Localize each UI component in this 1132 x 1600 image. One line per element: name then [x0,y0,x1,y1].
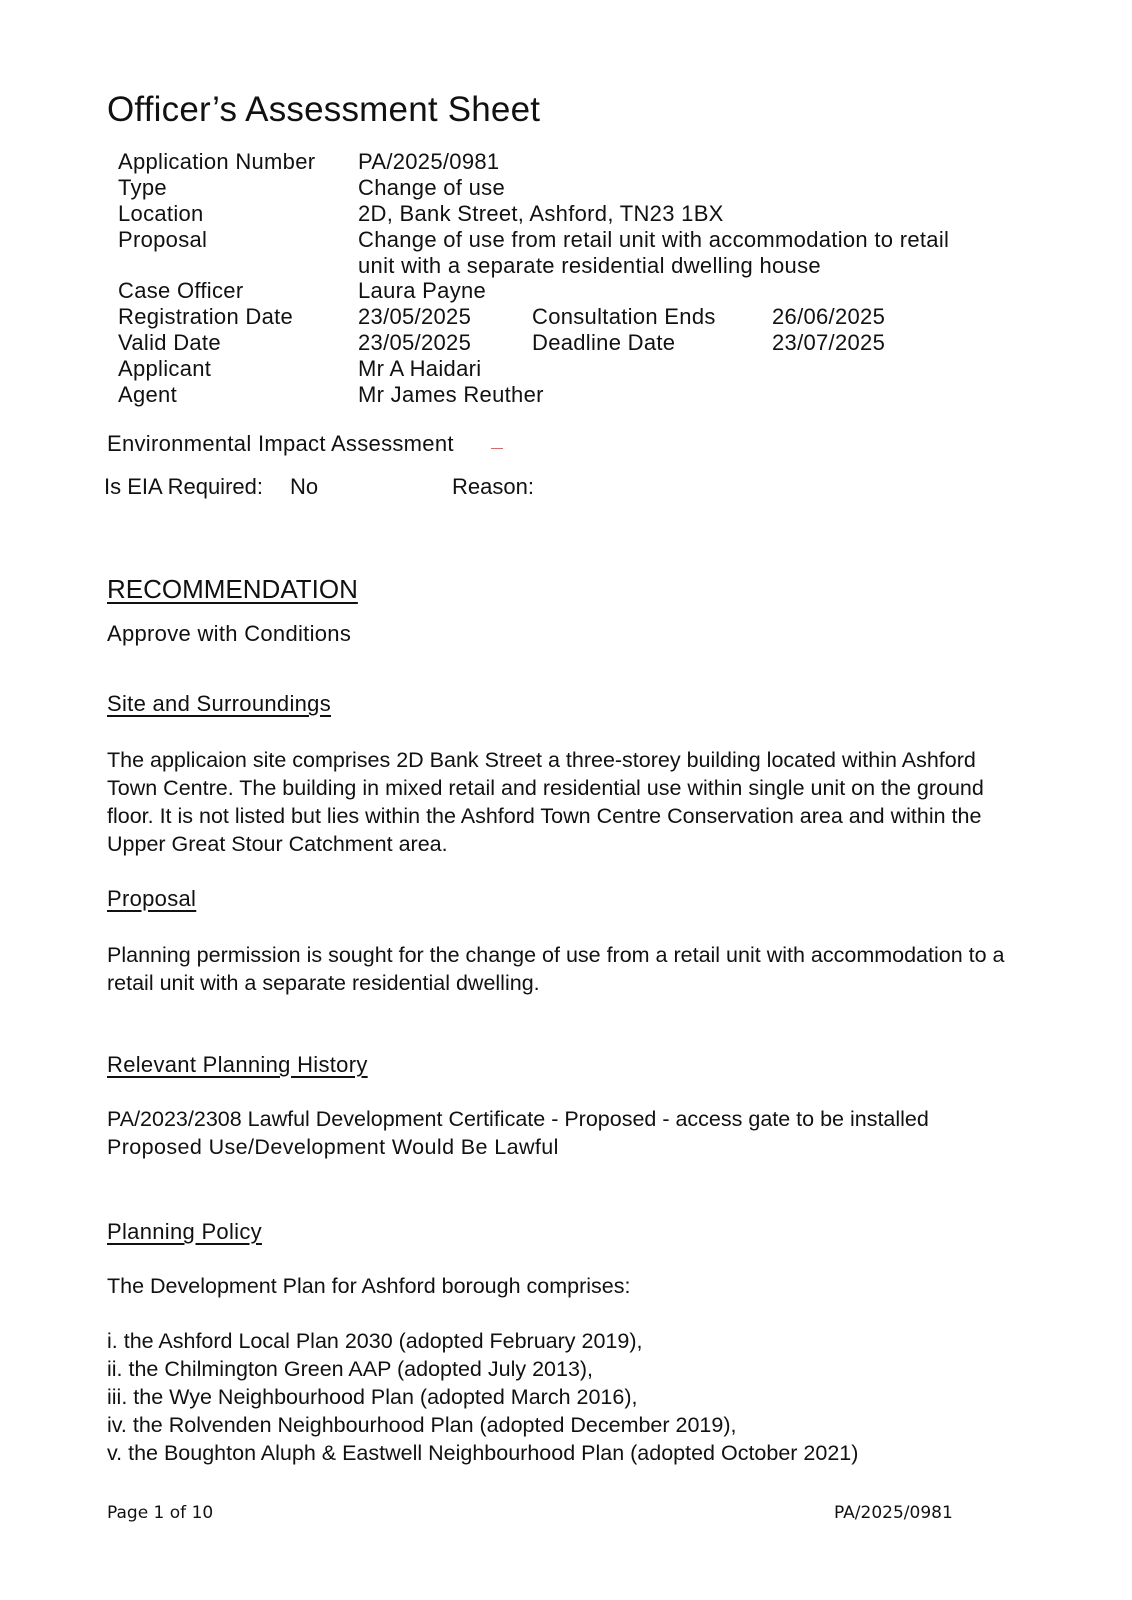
footer-reference: PA/2025/0981 [834,1503,953,1523]
application-number-label: Application Number [118,149,316,174]
deadline-date-value: 23/07/2025 [772,330,886,355]
site-paragraph: The applicaion site comprises 2D Bank Street a three-storey building located within Ashford Town Centre. The building in mixed retail and residential use within single unit on the ground floor. It is not listed but lies within the Ashford Town Centre Conservation area and within the Upper Great Stour Catchment area. [107,748,984,856]
page-number: Page 1 of 10 [107,1503,214,1523]
case-officer-label: Case Officer [118,278,244,303]
type-value: Change of use [358,175,506,200]
eia-required-label: Is EIA Required: [104,474,263,499]
list-item: iii. the Wye Neighbourhood Plan (adopted March 2016), [107,1385,638,1409]
list-item: i. the Ashford Local Plan 2030 (adopted February 2019), [107,1329,643,1353]
history-heading: Relevant Planning History [107,1052,368,1077]
list-item: iv. the Rolvenden Neighbourhood Plan (adopted December 2019), [107,1413,737,1437]
location-label: Location [118,201,204,226]
site-heading: Site and Surroundings [107,691,332,716]
proposal-paragraph: Planning permission is sought for the change of use from a retail unit with accommodation to a retail unit with a separate residential dwelling. [107,943,1005,995]
comment-marker [491,448,503,449]
consultation-ends-label: Consultation Ends [532,304,716,329]
deadline-date-label: Deadline Date [532,330,676,355]
agent-label: Agent [118,382,177,407]
location-value: 2D, Bank Street, Ashford, TN23 1BX [358,201,724,226]
proposal-label: Proposal [118,227,208,252]
list-item: v. the Boughton Aluph & Eastwell Neighbourhood Plan (adopted October 2021) [107,1441,859,1465]
application-number-value: PA/2025/0981 [358,149,500,174]
policy-heading: Planning Policy [107,1219,262,1244]
page-title: Officer’s Assessment Sheet [107,90,541,129]
applicant-label: Applicant [118,356,212,381]
history-line: PA/2023/2308 Lawful Development Certificate - Proposed - access gate to be installed [107,1107,929,1131]
consultation-ends-value: 26/06/2025 [772,304,886,329]
valid-date-value: 23/05/2025 [358,330,472,355]
registration-date-value: 23/05/2025 [358,304,472,329]
case-officer-value: Laura Payne [358,278,487,303]
registration-date-label: Registration Date [118,304,294,329]
history-line: Proposed Use/Development Would Be Lawful [107,1135,559,1159]
proposal-value: Change of use from retail unit with accommodation to retail unit with a separate residential dwelling house [358,227,950,278]
eia-heading: Environmental Impact Assessment [107,431,454,456]
valid-date-label: Valid Date [118,330,221,355]
recommendation-heading: RECOMMENDATION [107,574,358,604]
recommendation-value: Approve with Conditions [107,621,352,646]
eia-required-value: No [290,474,319,499]
proposal-heading: Proposal [107,886,197,911]
type-label: Type [118,175,167,200]
agent-value: Mr James Reuther [358,382,544,407]
policy-intro: The Development Plan for Ashford borough comprises: [107,1274,631,1298]
applicant-value: Mr A Haidari [358,356,482,381]
list-item: ii. the Chilmington Green AAP (adopted July 2013), [107,1357,594,1381]
eia-reason-label: Reason: [452,474,534,499]
